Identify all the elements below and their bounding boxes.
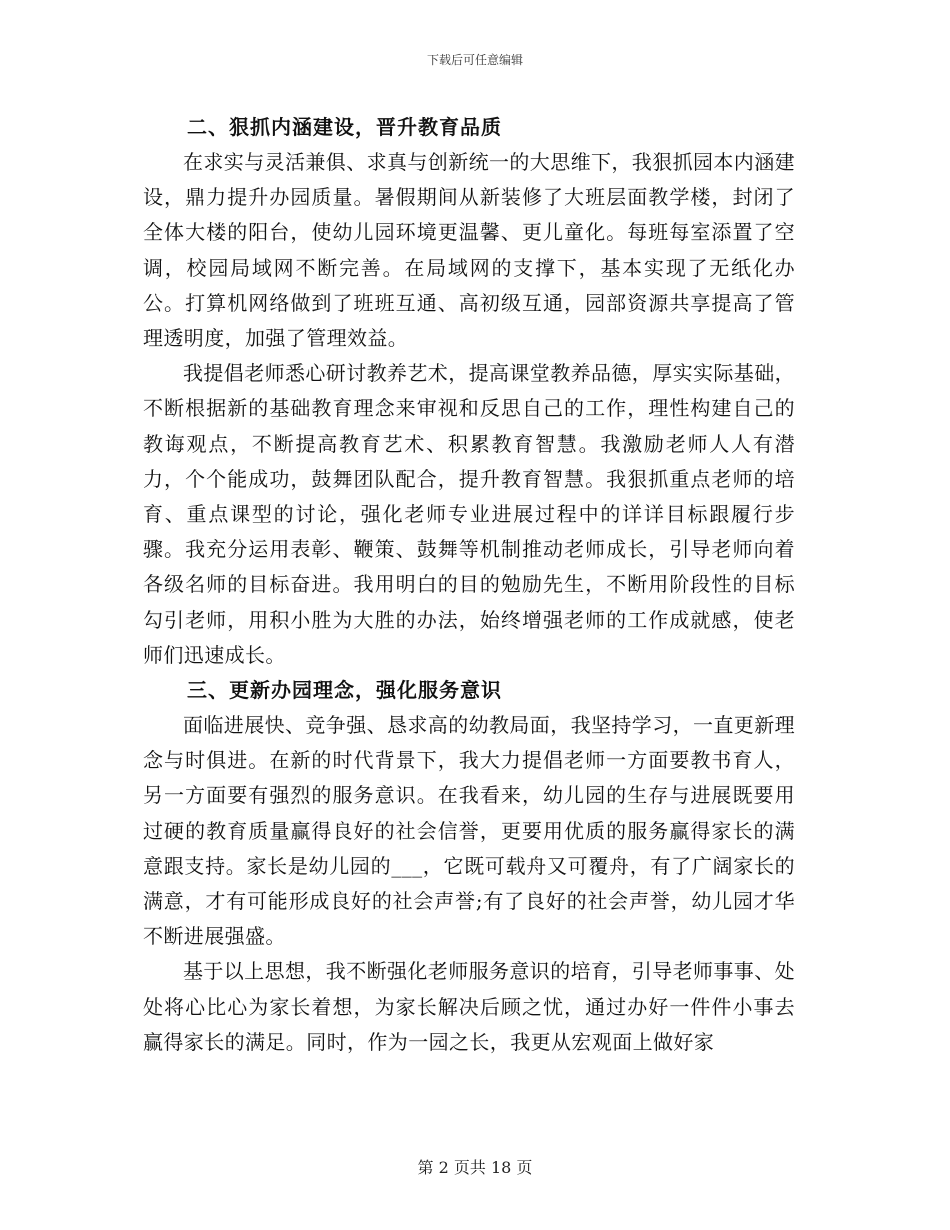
page-header: 下载后可任意编辑 xyxy=(426,53,523,67)
paragraph: 我提倡老师悉心研讨教养艺术，提高课堂教养品德，厚实实际基础，不断根据新的基础教育理念来审视和反思自己的工作，理性构建自己的教诲观点，不断提高教育艺术、积累教育智慧。我激励老师人人有潜力，个个能成功，鼓舞团队配合，提升教育智慧。我狠抓重点老师的培育、重点课型的讨论，强化老师专业进展过程中的详详目标跟履行步骤。我充分运用表彰、鞭策、鼓舞等机制推动老师成长，引导老师向着各级名师的目标奋进。我用明白的目的勉励先生，不断用阶段性的目标勾引老师，用积小胜为大胜的办法，始终增强老师的工作成就感，使老师们迅速成长。 xyxy=(143,361,795,667)
paragraph: 面临进展快、竞争强、恳求高的幼教局面，我坚持学习，一直更新理念与时俱进。在新的时代背景下，我大力提倡老师一方面要教书育人，另一方面要有强烈的服务意识。在我看来，幼儿园的生存与进展既要用过硬的教育质量赢得良好的社会信誉，更要用优质的服务赢得家长的满意跟支持。家长是幼儿园的___，它既可载舟又可覆舟，有了广阔家长的满意，才有可能形成良好的社会声誉;有了良好的社会声誉，幼儿园才华不断进展强盛。 xyxy=(143,713,795,949)
section-heading: 三、更新办园理念，强化服务意识 xyxy=(187,678,502,703)
section-heading: 二、狠抓内涵建设，晋升教育品质 xyxy=(187,115,502,139)
section-3 xyxy=(143,673,795,1060)
document-body xyxy=(143,110,795,1060)
paragraph: 基于以上思想，我不断强化老师服务意识的培育，引导老师事事、处处将心比心为家长着想，为家长解决后顾之忧，通过办好一件件小事去赢得家长的满足。同时，作为一园之长，我更从宏观面上做好家 xyxy=(143,959,795,1054)
page-number: 第 2 页共 18 页 xyxy=(417,1158,533,1177)
paragraph: 在求实与灵活兼俱、求真与创新统一的大思维下，我狠抓园本内涵建设，鼎力提升办园质量。暑假期间从新装修了大班层面教学楼，封闭了全体大楼的阳台，使幼儿园环境更温馨、更儿童化。每班每室添置了空调，校园局域网不断完善。在局域网的支撑下，基本实现了无纸化办公。打算机网络做到了班班互通、高初级互通，园部资源共享提高了管理透明度，加强了管理效益。 xyxy=(143,150,795,351)
section-2 xyxy=(143,110,795,673)
